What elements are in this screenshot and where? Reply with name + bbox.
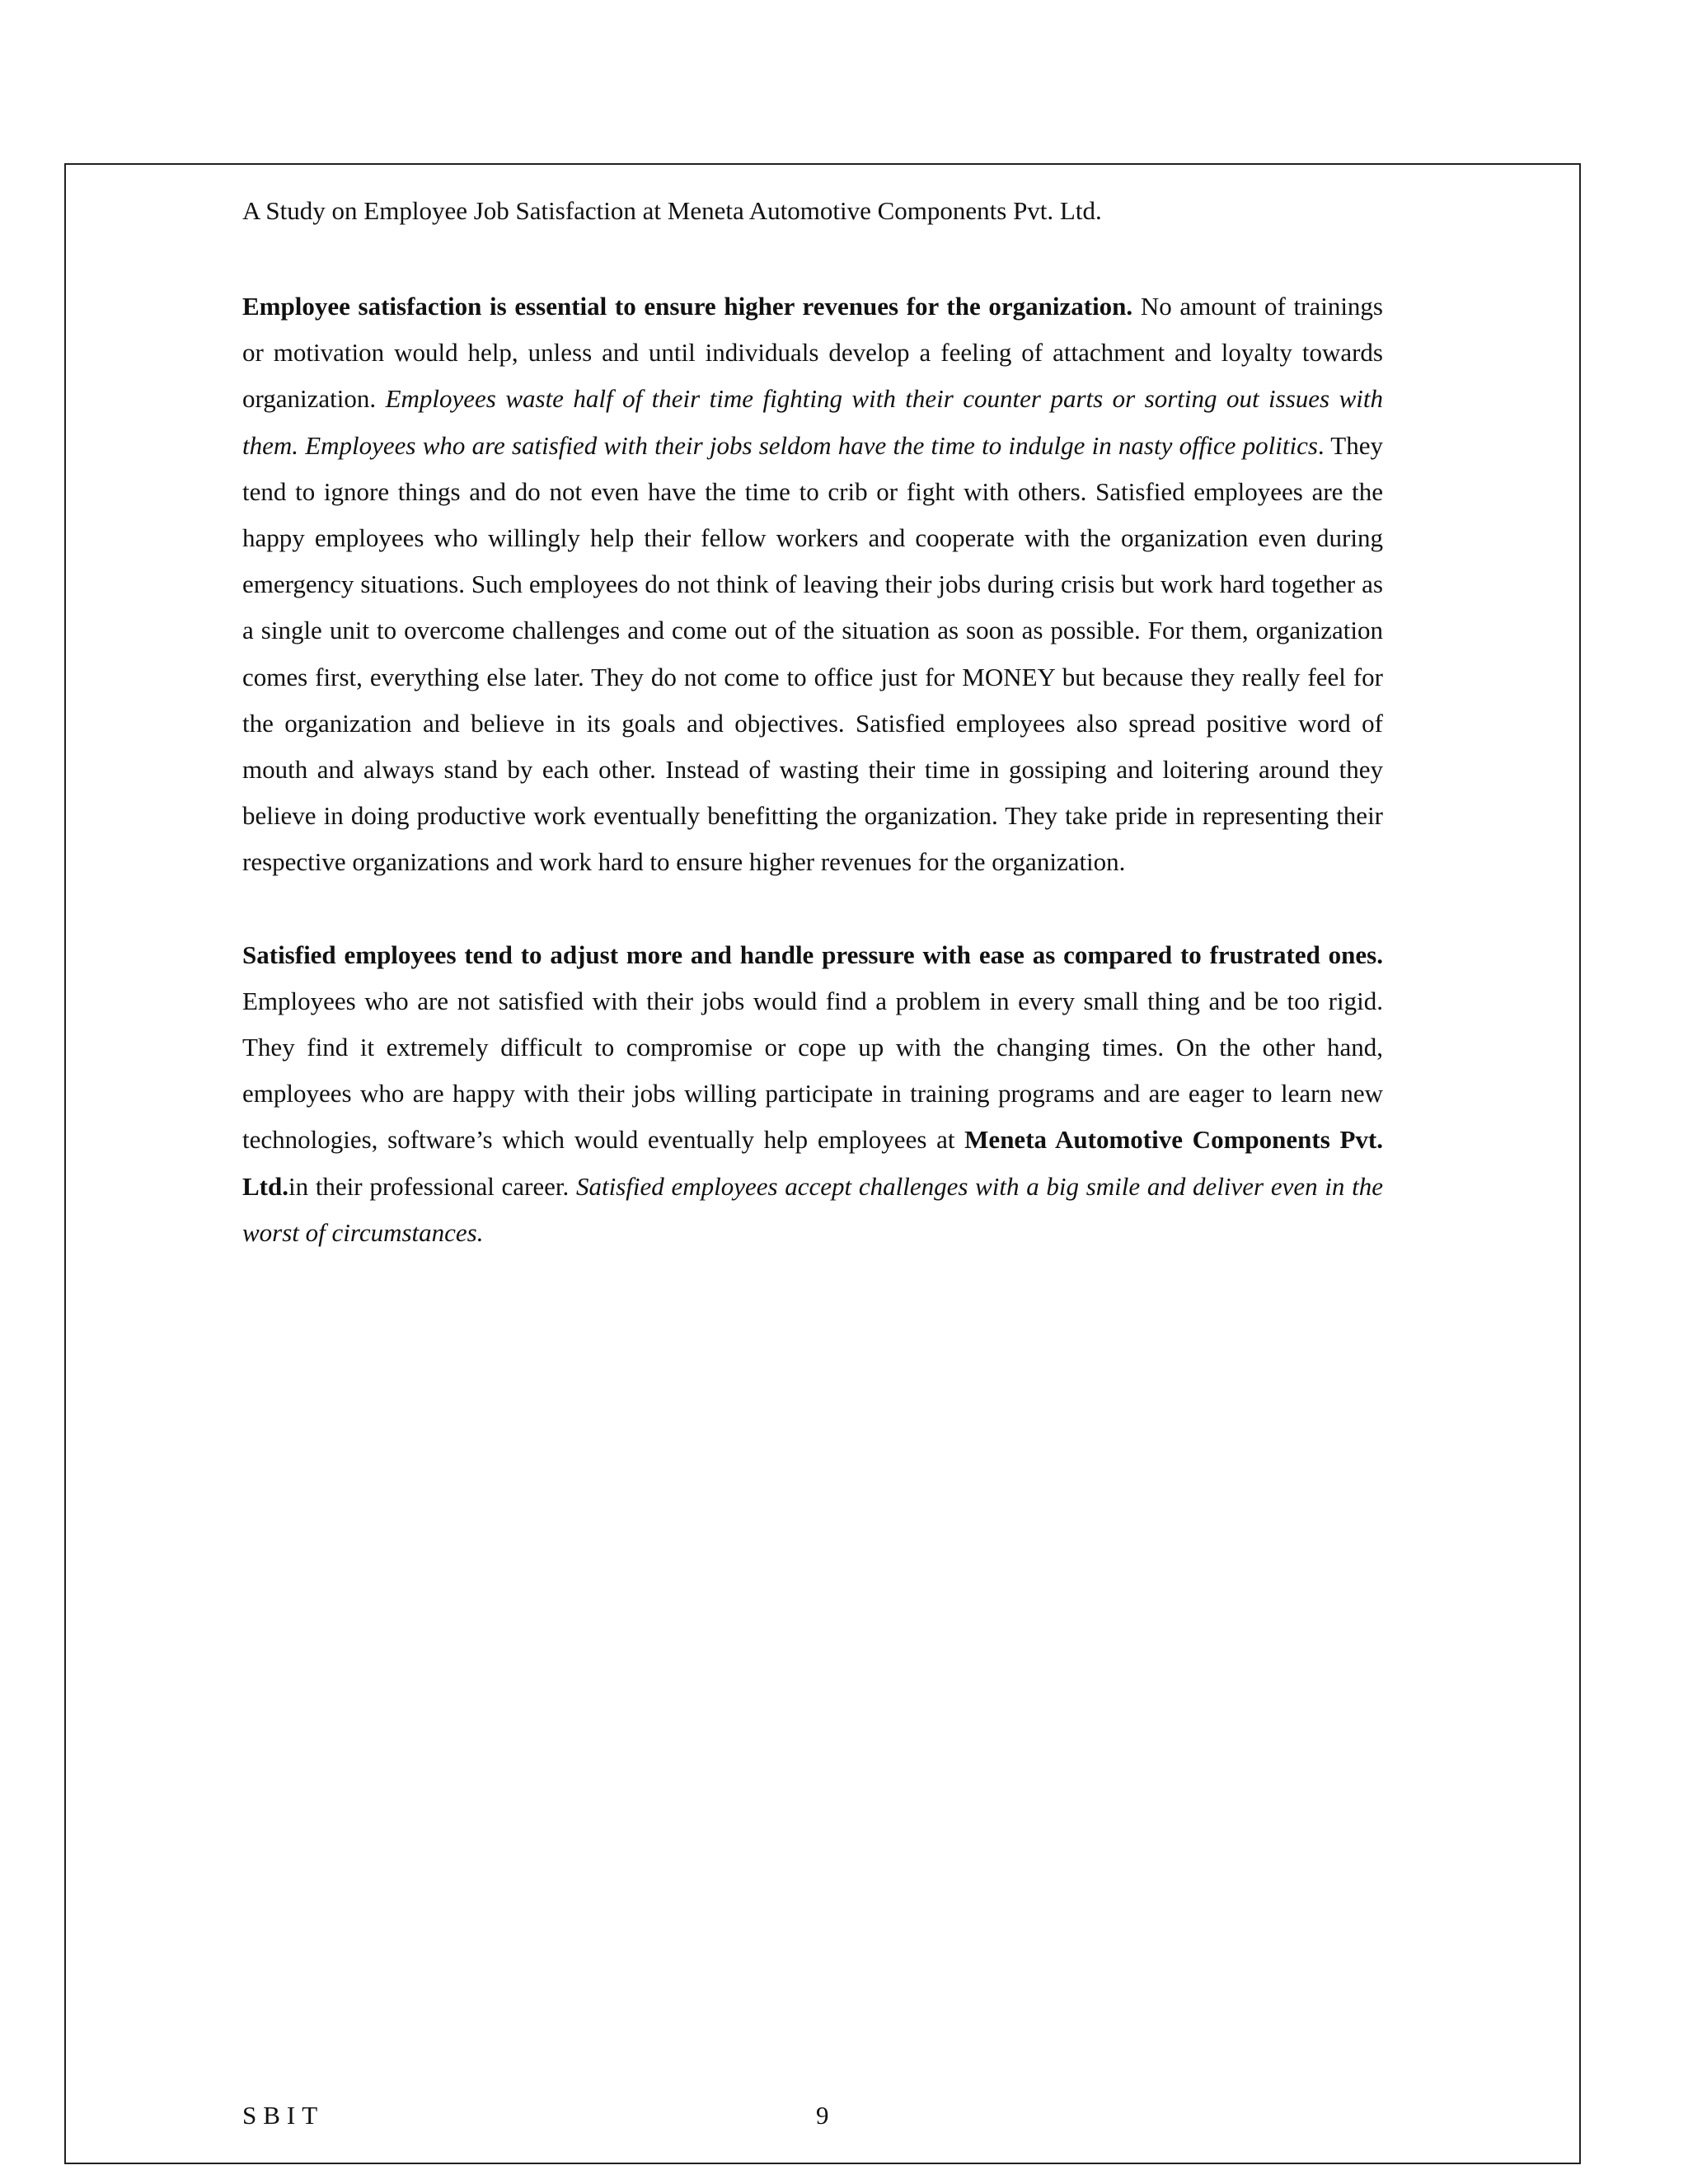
paragraph-2-italic: Satisfied employees accept challenges with a big smile and deliver even in the worst of circumstances. [242, 1171, 1383, 1247]
footer-institution: SBIT [242, 2101, 325, 2130]
paragraph-1-text-a: No amount of trainings or motivation would help, unless and until individuals develop a feeling of attachment and loyalty towards organization. [242, 292, 1383, 414]
paragraph-1 [242, 284, 1383, 886]
paragraph-2 [242, 932, 1383, 1256]
main-content [242, 284, 1383, 1256]
paragraph-1-italic: Employees waste half of their time fighting with their counter parts or sorting out issues with them. Employees who are satisfied with their jobs seldom have the time to indulge in nasty office politics [242, 384, 1383, 460]
paragraph-1-bold-lead: Employee satisfaction is essential to ensure higher revenues for the organization. [242, 292, 1133, 321]
paragraph-2-bold-lead: Satisfied employees tend to adjust more and handle pressure with ease as compared to frustrated ones. [242, 940, 1383, 969]
running-header: A Study on Employee Job Satisfaction at Meneta Automotive Components Pvt. Ltd. [242, 196, 1102, 225]
page-number: 9 [816, 2101, 829, 2130]
paragraph-2-text-b: in their professional career. [288, 1171, 576, 1201]
paragraph-2-company-name: Meneta Automotive Components Pvt. Ltd. [242, 1125, 1383, 1201]
paragraph-2-text-a: Employees who are not satisfied with their jobs would find a problem in every small thing and be too rigid. They find it extremely difficult to compromise or cope up with the changing times. On the other hand, employees who are happy with their jobs willing participate in training programs and are eager to learn new technologies, software’s which would eventually help employees at [242, 986, 1383, 1155]
paragraph-1-text-b: . They tend to ignore things and do not even have the time to crib or fight with others. Satisfied employees are the happy employees who willingly help their fellow workers and cooperate with the organization even during emergency situations. Such employees do not think of leaving their jobs during crisis but work hard together as a single unit to overcome challenges and come out of the situation as soon as possible. For them, organization comes first, everything else later. They do not come to office just for MONEY but because they really feel for the organization and believe in its goals and objectives. Satisfied employees also spread positive word of mouth and always stand by each other. Instead of wasting their time in gossiping and loitering around they believe in doing productive work eventually benefitting the organization. They take pride in representing their respective organizations and work hard to ensure higher revenues for the organization. [242, 430, 1383, 877]
